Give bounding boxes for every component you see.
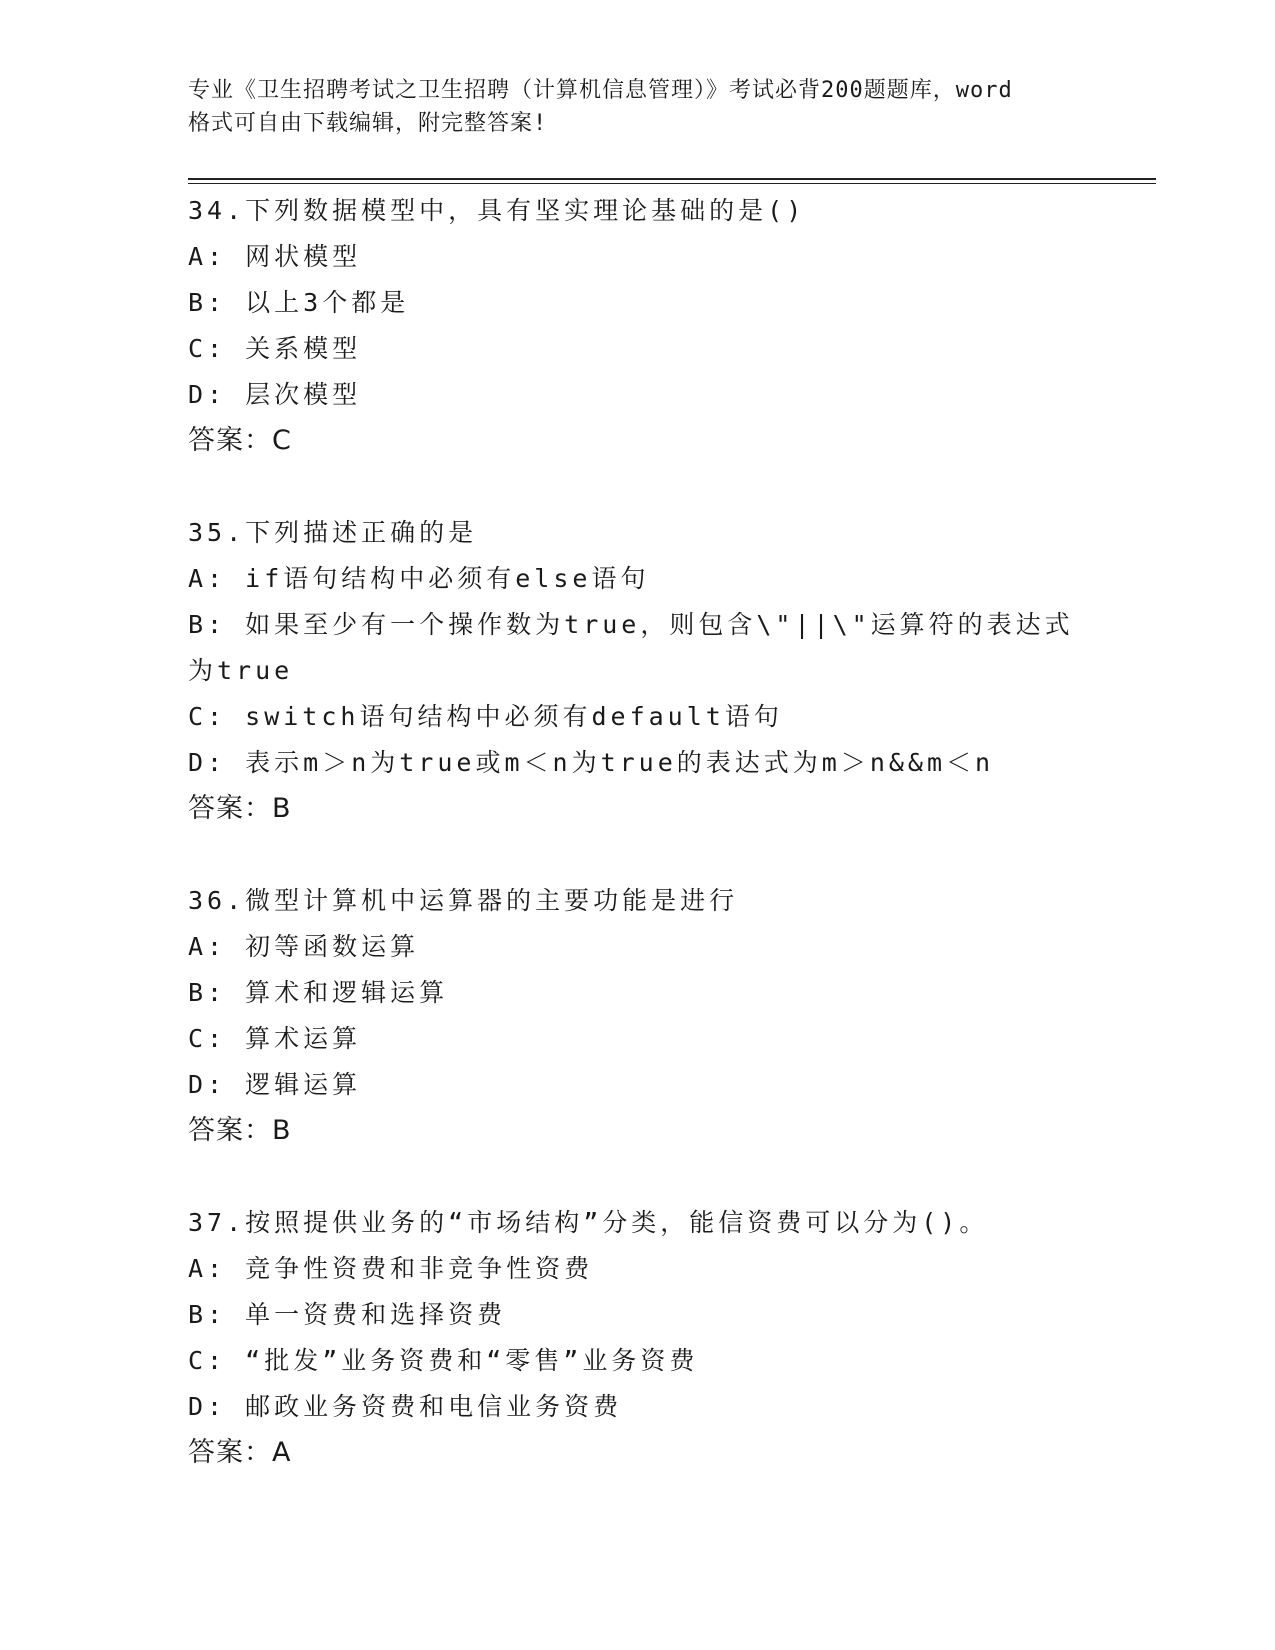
option-a: A: 网状模型	[188, 242, 362, 271]
option-b: B: 以上3个都是	[188, 288, 410, 317]
option-d: D: 逻辑运算	[188, 1070, 362, 1099]
answer-label: 答案：B	[188, 1115, 292, 1146]
option-c: C: 关系模型	[188, 334, 362, 363]
option-b: B: 单一资费和选择资费	[188, 1300, 507, 1329]
option-c: C: switch语句结构中必须有default语句	[188, 702, 783, 731]
question-list	[188, 188, 1088, 1522]
header-line-1: 专业《卫生招聘考试之卫生招聘（计算机信息管理）》考试必背200题题库，word	[188, 78, 1013, 103]
option-b: B: 算术和逻辑运算	[188, 978, 449, 1007]
header-line-2: 格式可自由下载编辑，附完整答案!	[188, 111, 548, 136]
question-stem: 35.下列描述正确的是	[188, 518, 478, 547]
question-36	[188, 878, 1088, 1154]
option-d: D: 邮政业务资费和电信业务资费	[188, 1392, 623, 1421]
answer-label: 答案：C	[188, 425, 292, 456]
question-34	[188, 188, 1088, 464]
option-c: C: “批发”业务资费和“零售”业务资费	[188, 1346, 699, 1375]
document-header	[188, 74, 1088, 140]
option-a: A: 竞争性资费和非竞争性资费	[188, 1254, 594, 1283]
answer-label: 答案：A	[188, 1437, 292, 1468]
question-stem: 37.按照提供业务的“市场结构”分类，能信资费可以分为()。	[188, 1208, 989, 1237]
answer-label: 答案：B	[188, 793, 292, 824]
option-b: B: 如果至少有一个操作数为true，则包含\"||\"运算符的表达式为true	[188, 610, 1074, 685]
question-35	[188, 510, 1088, 832]
header-divider-thick	[188, 178, 1156, 180]
question-37	[188, 1200, 1088, 1476]
option-a: A: 初等函数运算	[188, 932, 420, 961]
option-a: A: if语句结构中必须有else语句	[188, 564, 650, 593]
option-d: D: 层次模型	[188, 380, 362, 409]
option-d: D: 表示m＞n为true或m＜n为true的表达式为m＞n&&m＜n	[188, 748, 995, 777]
option-c: C: 算术运算	[188, 1024, 362, 1053]
question-stem: 34.下列数据模型中，具有坚实理论基础的是()	[188, 196, 806, 225]
header-divider-thin	[188, 183, 1156, 184]
question-stem: 36.微型计算机中运算器的主要功能是进行	[188, 886, 739, 915]
